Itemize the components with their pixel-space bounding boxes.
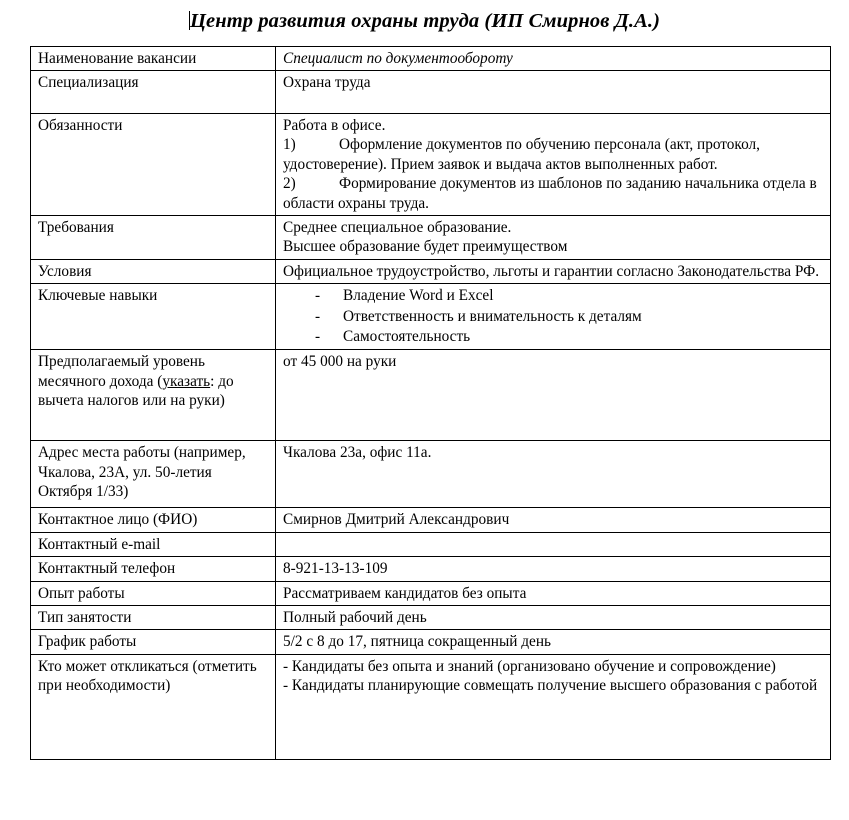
table-row-requirements <box>31 216 831 260</box>
duties-item-2 <box>283 174 824 213</box>
row-value-contact-person: Смирнов Дмитрий Александрович <box>276 508 831 532</box>
duties-item-2-number: 2) <box>283 175 296 193</box>
row-label-key-skills: Ключевые навыки <box>31 284 276 350</box>
row-value-key-skills <box>276 284 831 350</box>
requirements-line-1: Среднее специальное образование. <box>283 219 512 237</box>
income-label-part-a: Предполагаемый уровень месячного дохода ( <box>38 353 205 390</box>
row-label-contact-email: Контактный e-mail <box>31 532 276 556</box>
row-value-vacancy-name: Специалист по документообороту <box>276 46 831 70</box>
row-label-schedule: График работы <box>31 630 276 654</box>
income-label-underlined: указать <box>162 372 211 390</box>
row-label-contact-person: Контактное лицо (ФИО) <box>31 508 276 532</box>
row-label-requirements: Требования <box>31 216 276 260</box>
row-value-conditions: Официальное трудоустройство, льготы и гарантии согласно Законодательства РФ. <box>276 259 831 283</box>
duties-item-1 <box>283 135 824 174</box>
table-row-duties <box>31 113 831 215</box>
table-row-vacancy-name <box>31 46 831 70</box>
row-value-employment-type: Полный рабочий день <box>276 606 831 630</box>
table-row-conditions <box>31 259 831 283</box>
row-value-contact-email <box>276 532 831 556</box>
table-row-experience <box>31 581 831 605</box>
row-label-contact-phone: Контактный телефон <box>31 557 276 581</box>
page-title <box>0 0 849 32</box>
row-value-experience: Рассматриваем кандидатов без опыта <box>276 581 831 605</box>
income-label-part-b: : до вычета налогов или на руки) <box>38 372 234 410</box>
requirements-line-2: Высшее образование будет преимуществом <box>283 238 568 256</box>
key-skills-list <box>283 286 824 347</box>
table-row-income <box>31 350 831 441</box>
table-row-schedule <box>31 630 831 654</box>
list-item: - Самостоятельность <box>315 327 824 347</box>
page-title-text: Центр развития охраны труда (ИП Смирнов Д.А.) <box>189 10 661 32</box>
table-row-contact-person <box>31 508 831 532</box>
row-label-duties: Обязанности <box>31 113 276 215</box>
row-value-duties <box>276 113 831 215</box>
row-label-address: Адрес места работы (например, Чкалова, 23А, ул. 50-летия Октября 1/33) <box>31 441 276 508</box>
duties-line-intro: Работа в офисе. <box>283 116 386 134</box>
table-row-contact-email <box>31 532 831 556</box>
table-row-employment-type <box>31 606 831 630</box>
duties-item-1-number: 1) <box>283 136 296 154</box>
duties-item-2-text: Формирование документов из шаблонов по заданию начальника отдела в области охраны труда. <box>283 175 817 212</box>
table-row-address <box>31 441 831 508</box>
vacancy-table <box>30 46 831 760</box>
row-label-conditions: Условия <box>31 259 276 283</box>
table-row-specialization <box>31 70 831 113</box>
row-label-vacancy-name: Наименование вакансии <box>31 46 276 70</box>
table-row-contact-phone <box>31 557 831 581</box>
row-label-employment-type: Тип занятости <box>31 606 276 630</box>
row-label-specialization: Специализация <box>31 70 276 113</box>
row-label-income <box>31 350 276 441</box>
table-row-key-skills <box>31 284 831 350</box>
list-item: - Ответственность и внимательность к деталям <box>315 307 824 327</box>
row-value-schedule: 5/2 с 8 до 17, пятница сокращенный день <box>276 630 831 654</box>
row-value-requirements <box>276 216 831 260</box>
row-label-who-can-apply: Кто может откликаться (отметить при необходимости) <box>31 654 276 759</box>
table-row-who-can-apply <box>31 654 831 759</box>
list-item: - Владение Word и Excel <box>315 286 824 306</box>
row-value-income: от 45 000 на руки <box>276 350 831 441</box>
duties-item-1-text: Оформление документов по обучению персонала (акт, протокол, удостоверение). Прием заявок и выдача актов выполненных работ. <box>283 136 760 173</box>
who-can-apply-line-1: - Кандидаты без опыта и знаний (организовано обучение и сопровождение) <box>283 657 776 675</box>
who-can-apply-line-2: - Кандидаты планирующие совмещать получение высшего образования с работой <box>283 677 818 695</box>
row-value-contact-phone: 8-921-13-13-109 <box>276 557 831 581</box>
row-value-address: Чкалова 23а, офис 11а. <box>276 441 831 508</box>
row-value-specialization: Охрана труда <box>276 70 831 113</box>
row-value-who-can-apply <box>276 654 831 759</box>
row-label-experience: Опыт работы <box>31 581 276 605</box>
